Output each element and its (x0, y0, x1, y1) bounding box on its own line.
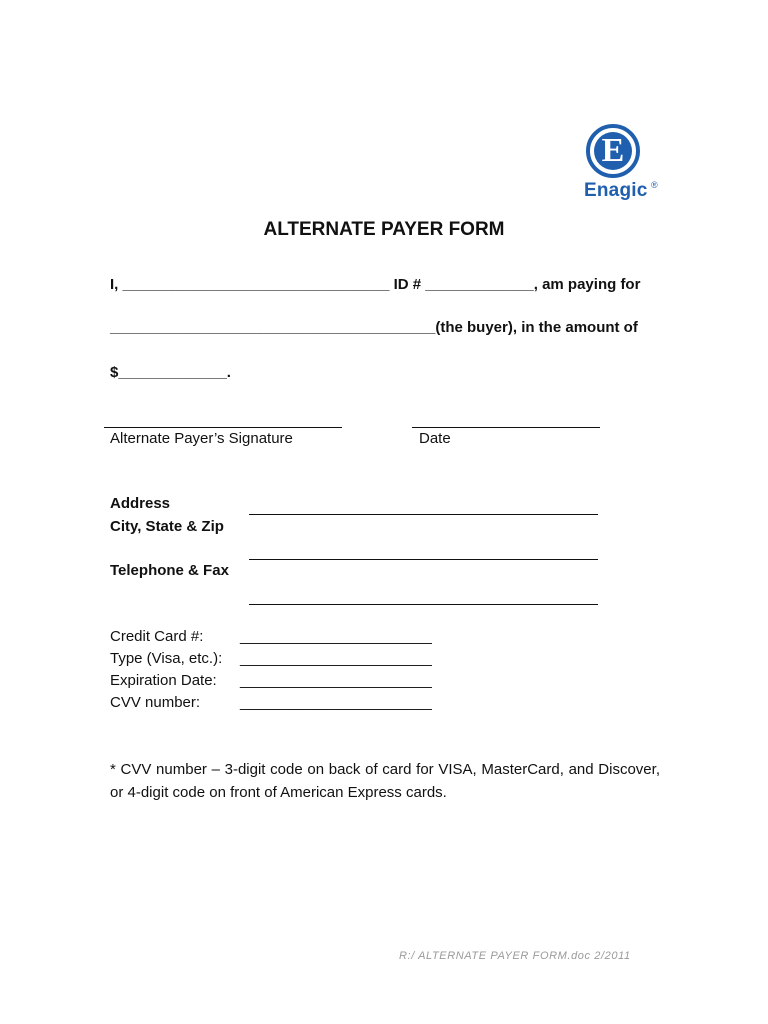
form-title: ALTERNATE PAYER FORM (263, 219, 505, 240)
card-type-label: Type (Visa, etc.): (110, 650, 223, 667)
card-type-blank: _______________________ (240, 650, 432, 667)
expiration-date-blank: _______________________ (240, 672, 432, 689)
amount-line: $_____________. (110, 364, 231, 381)
address-line (249, 514, 598, 515)
credit-card-label: Credit Card #: (110, 628, 204, 645)
signature-label: Alternate Payer’s Signature (110, 430, 293, 447)
buyer-amount-line: _______________________________________(the buyer), in the amount of (110, 319, 638, 336)
signature-line (104, 427, 342, 428)
expiration-date-label: Expiration Date: (110, 672, 217, 689)
city-state-zip-label: City, State & Zip (110, 518, 224, 535)
date-line (412, 427, 600, 428)
enagic-logo-emblem (586, 124, 640, 178)
city-state-zip-line (249, 559, 598, 560)
date-label: Date (419, 430, 451, 447)
telephone-fax-label: Telephone & Fax (110, 562, 229, 579)
logo-wordmark: Enagic (584, 180, 648, 201)
cvv-note: * CVV number – 3-digit code on back of card for VISA, MasterCard, and Discover, or 4-digit code on front of American Express cards. (110, 761, 660, 801)
credit-card-blank: _______________________ (240, 628, 432, 645)
payer-id-line: I, ________________________________ ID # _____________, am paying for (110, 276, 641, 293)
address-label: Address (110, 495, 171, 512)
logo-letter: E (594, 132, 632, 170)
cvv-number-blank: _______________________ (240, 694, 432, 711)
document-footer: R:/ ALTERNATE PAYER FORM.doc 2/2011 (399, 950, 631, 962)
telephone-fax-line (249, 604, 598, 605)
cvv-number-label: CVV number: (110, 694, 201, 711)
registered-mark: ® (651, 180, 658, 190)
